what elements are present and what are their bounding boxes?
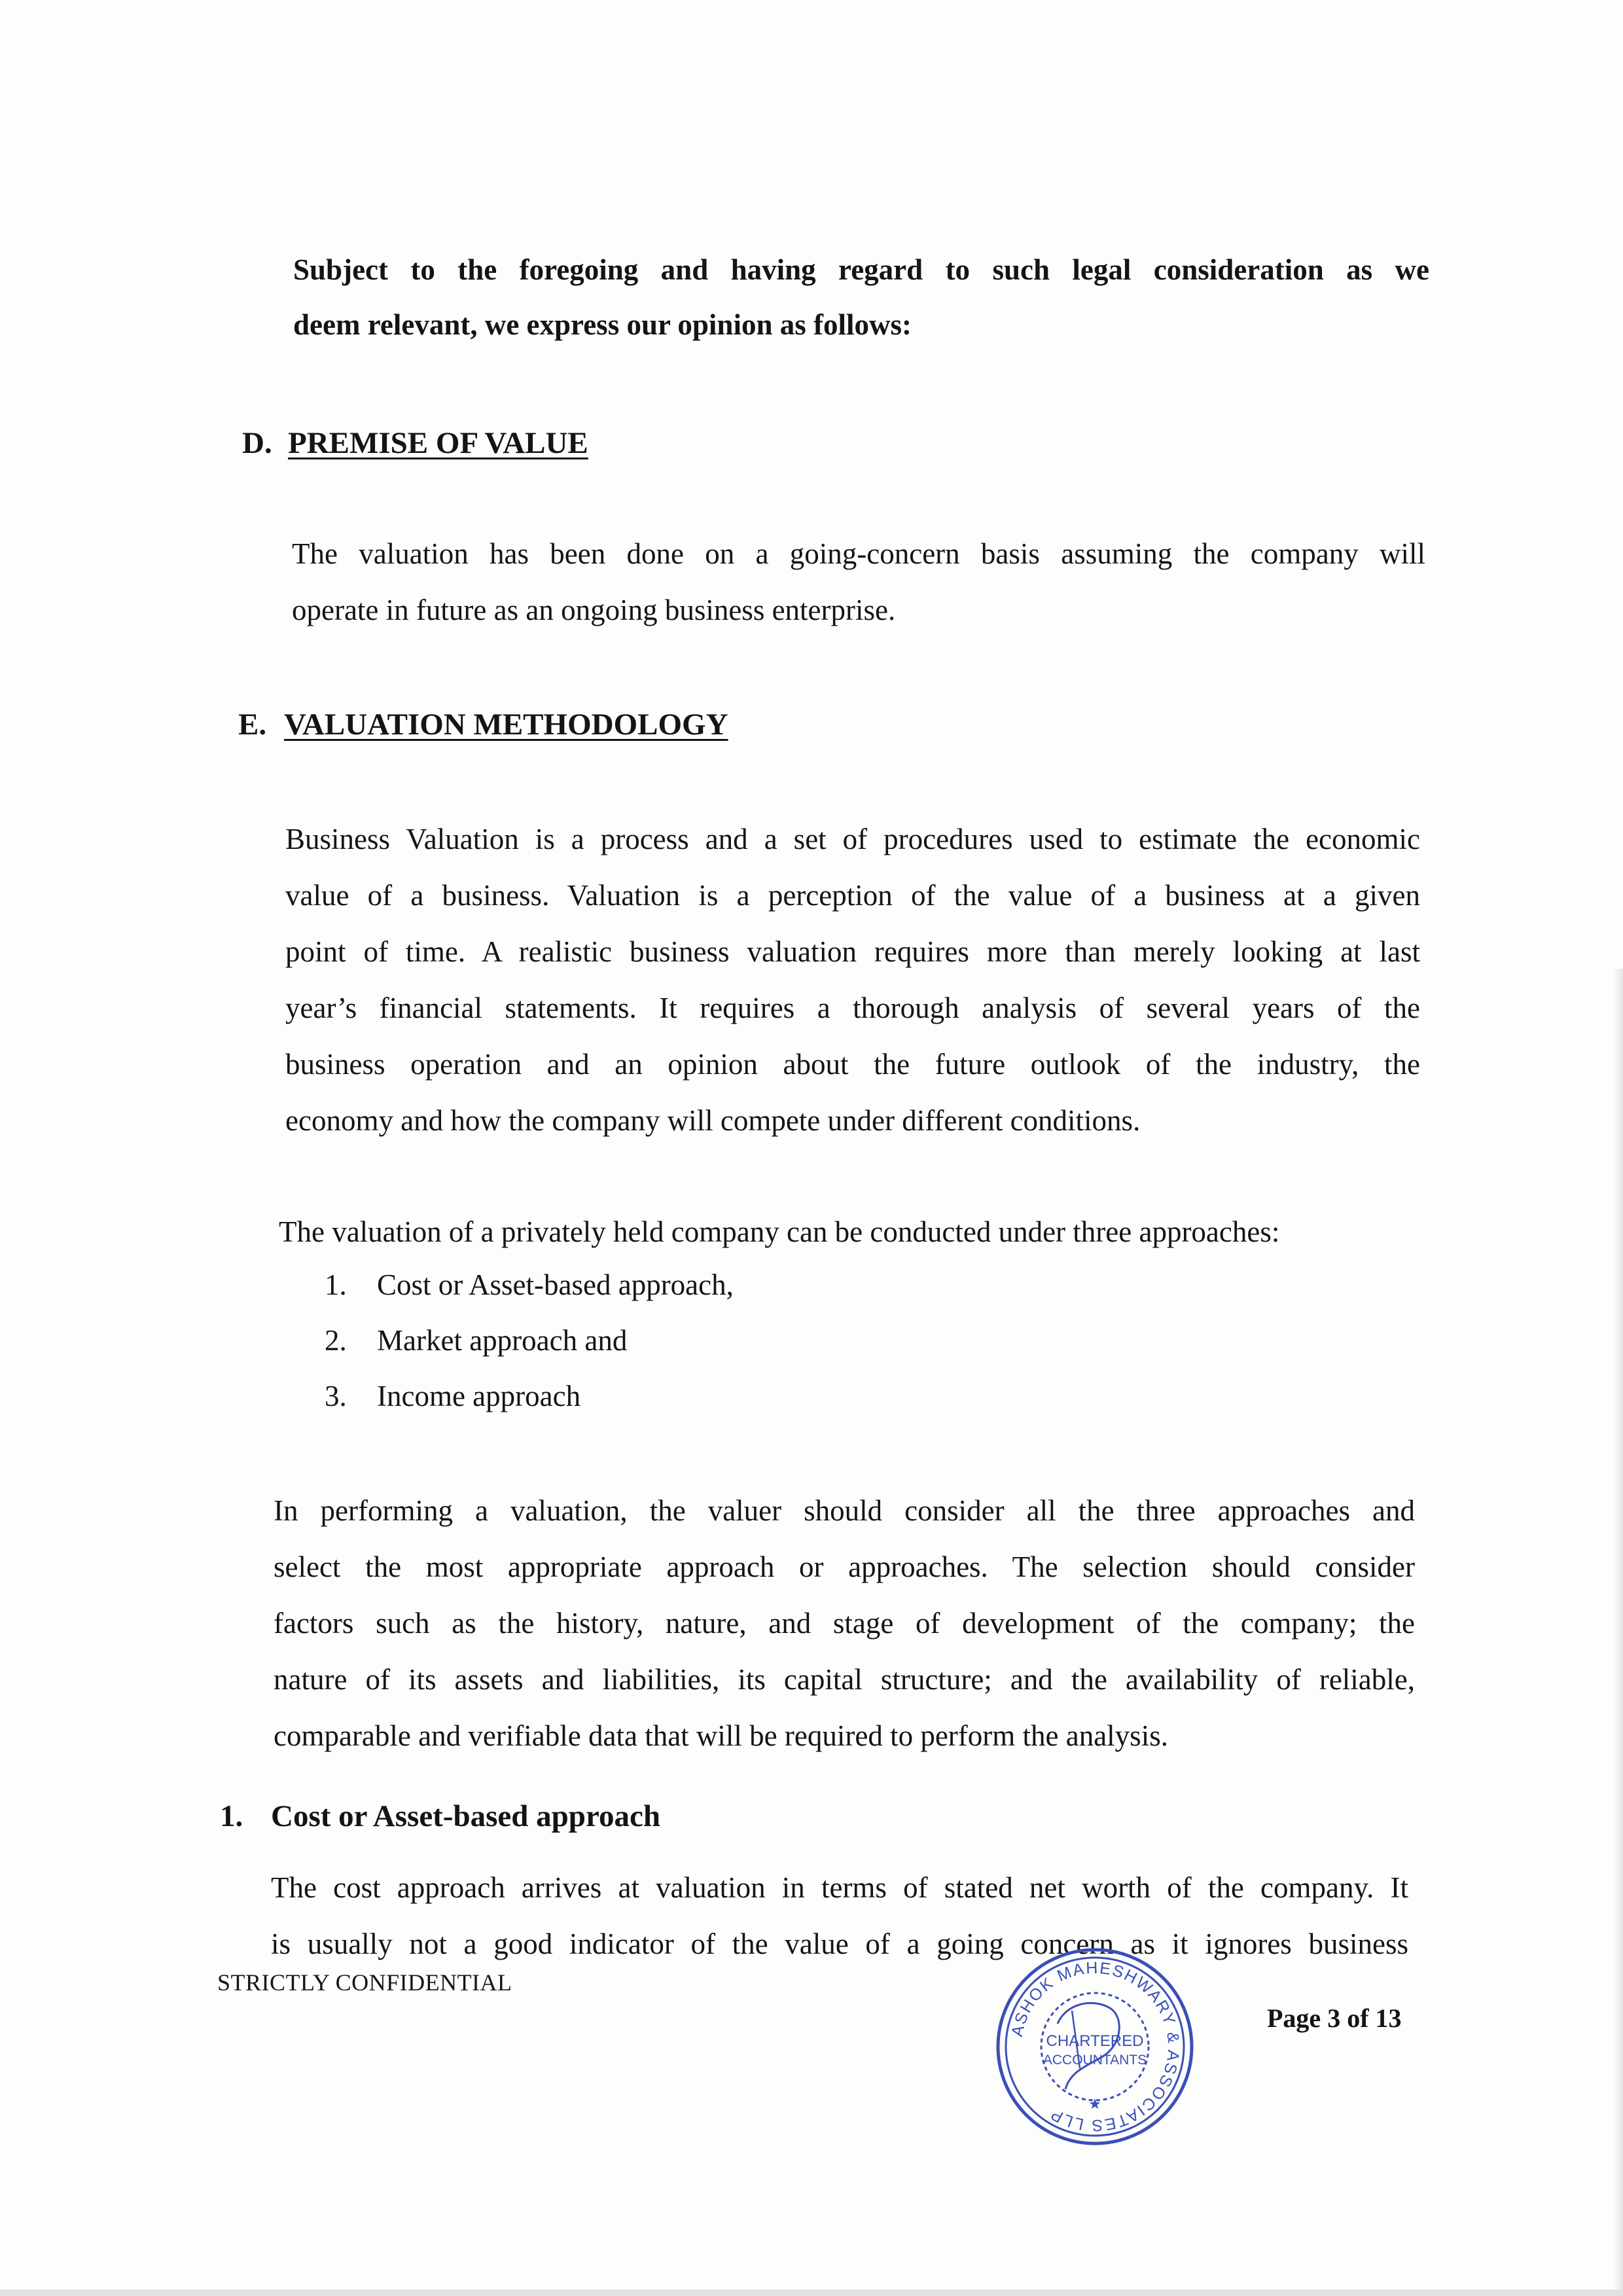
subsection-1-title: Cost or Asset-based approach [271,1799,660,1833]
stamp-center-line-1: CHARTERED [1046,2032,1144,2050]
list-item [325,1379,734,1435]
paragraph-line: factors such as the history, nature, and stage of development of the company; the [274,1607,1415,1640]
paragraph-line: year’s financial statements. It requires a thorough analysis of several years of the [285,992,1420,1024]
list-item-number: 3. [325,1380,347,1412]
paragraph-line: business operation and an opinion about the future outlook of the industry, the [285,1048,1420,1081]
firm-seal-stamp [993,1945,1196,2148]
list-item-label: Cost or Asset-based approach, [377,1268,734,1301]
scan-edge [1614,969,1623,2296]
paragraph-line: The cost approach arrives at valuation in terms of stated net worth of the company. It [271,1871,1408,1904]
section-d-heading [242,425,588,461]
approaches-intro: The valuation of a privately held company can be conducted under three approaches: [279,1215,1280,1248]
section-e-paragraph-1 [285,822,1420,1160]
paragraph-line: Business Valuation is a process and a set of procedures used to estimate the economic [285,823,1420,855]
section-e-paragraph-2 [274,1494,1415,1775]
stamp-center-line-2: ACCOUNTANTS [1043,2053,1147,2068]
section-d-title: PREMISE OF VALUE [288,426,588,460]
list-item [325,1268,734,1323]
page-number: Page 3 of 13 [1267,2003,1402,2033]
approaches-list [325,1268,734,1435]
paragraph-line: select the most appropriate approach or approaches. The selection should consider [274,1551,1415,1583]
subsection-1-paragraph [271,1871,1408,1983]
list-item [325,1323,734,1379]
paragraph-line: The valuation has been done on a going-concern basis assuming the company will [292,537,1425,570]
paragraph-line: economy and how the company will compete under different conditions. [285,1104,1141,1137]
section-e-title: VALUATION METHODOLOGY [284,708,728,742]
section-d-paragraph [292,537,1425,649]
list-item-number: 1. [325,1268,347,1301]
section-e-heading [238,707,728,742]
intro-paragraph [293,253,1429,363]
section-d-number: D. [242,426,272,460]
section-e-number: E. [238,708,267,742]
list-item-number: 2. [325,1324,347,1357]
list-item-label: Market approach and [377,1324,628,1357]
subsection-1-heading [220,1799,660,1834]
scan-edge-bottom [0,2289,1623,2296]
list-item-label: Income approach [377,1380,581,1412]
stamp-ring-text: ASHOK MAHESHWARY & ASSOCIATES LLP [1007,1958,1183,2135]
intro-line: Subject to the foregoing and having regard to such legal consideration as we [293,253,1429,286]
paragraph-line: In performing a valuation, the valuer should consider all the three approaches and [274,1494,1415,1527]
paragraph-line: operate in future as an ongoing business enterprise. [292,594,896,626]
paragraph-line: value of a business. Valuation is a perception of the value of a business at a given [285,879,1420,912]
confidential-footer: STRICTLY CONFIDENTIAL [217,1969,512,1996]
intro-line: deem relevant, we express our opinion as follows: [293,308,912,341]
paragraph-line: nature of its assets and liabilities, its capital structure; and the availability of reliable, [274,1663,1415,1696]
paragraph-line: comparable and verifiable data that will be required to perform the analysis. [274,1719,1168,1752]
subsection-1-number: 1. [220,1799,243,1833]
paragraph-line: is usually not a good indicator of the value of a going concern as it ignores business [271,1928,1408,1960]
paragraph-line: point of time. A realistic business valuation requires more than merely looking at last [285,935,1420,968]
svg-text:★: ★ [1088,2096,1101,2113]
